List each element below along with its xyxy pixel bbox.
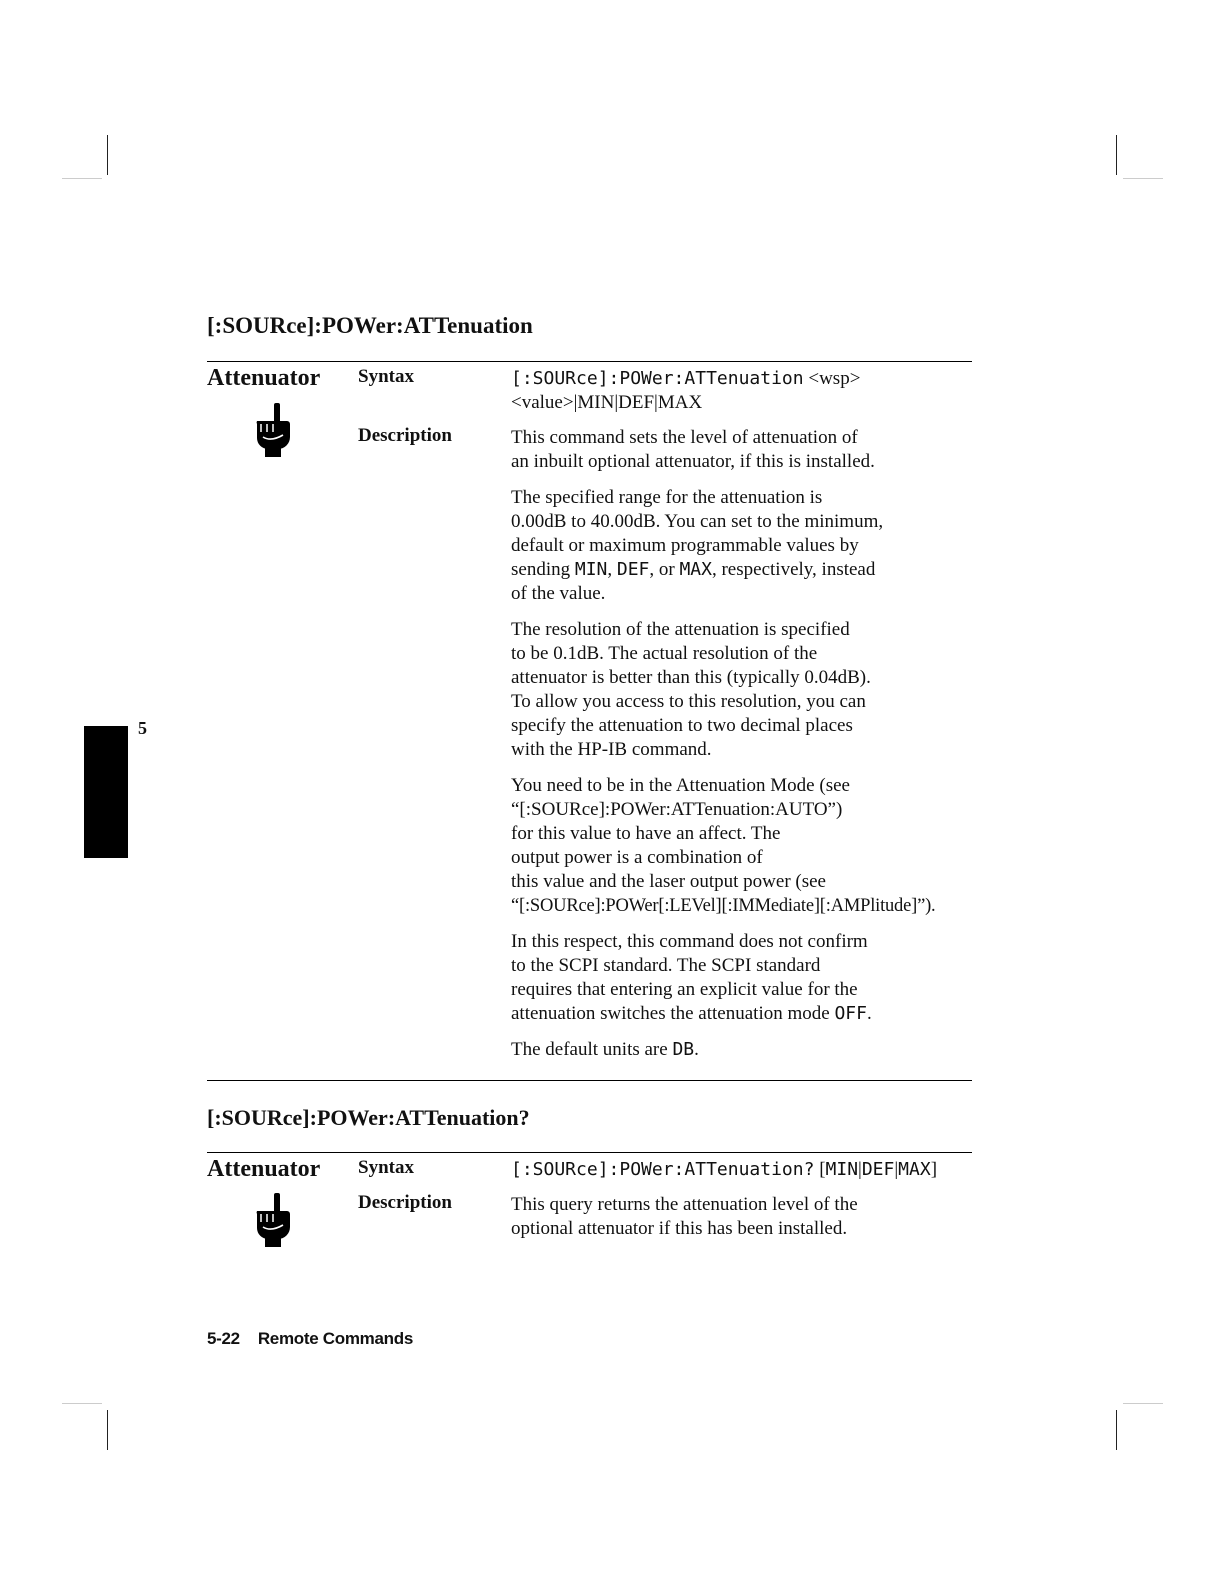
- text-line: of the value.: [511, 583, 606, 604]
- section-title: [:SOURce]:POWer:ATTenuation: [207, 313, 533, 338]
- code-max: MAX: [898, 1159, 931, 1180]
- code-db: DB: [672, 1039, 695, 1060]
- text-run: sending: [511, 559, 575, 580]
- description-body: [511, 1193, 981, 1253]
- pointing-hand-icon: [253, 1193, 293, 1252]
- section-bottom-rule: [207, 1080, 972, 1081]
- text-line: with the HP-IB command.: [511, 739, 712, 760]
- text-line: “[:SOURce]:POWer[:LEVel][:IMMediate][:AMPlitude]”).: [511, 896, 936, 916]
- code-off: OFF: [834, 1003, 867, 1024]
- description-label: Description: [358, 1192, 452, 1213]
- syntax-label: Syntax: [358, 1157, 414, 1178]
- description-paragraph: [511, 1038, 981, 1062]
- text-line: You need to be in the Attenuation Mode (see: [511, 775, 850, 796]
- text-line: The resolution of the attenuation is specified: [511, 619, 850, 640]
- text-run: .: [866, 1003, 872, 1024]
- text-line: This command sets the level of attenuation of: [511, 427, 858, 448]
- text-line: [511, 1002, 981, 1026]
- text-line: specify the attenuation to two decimal places: [511, 715, 853, 736]
- text-run: .: [694, 1039, 699, 1060]
- code-min: MIN: [825, 1159, 859, 1180]
- syntax-tail: <wsp>: [803, 368, 861, 389]
- text-line: requires that entering an explicit value for the: [511, 979, 858, 1000]
- text-run: , respectively, instead: [711, 559, 876, 580]
- syntax-block: [511, 367, 981, 415]
- description-paragraph: [511, 618, 981, 762]
- text-line: [511, 1038, 981, 1062]
- description-paragraph: [511, 930, 981, 1026]
- page-footer: [207, 1329, 413, 1349]
- section-title: [:SOURce]:POWer:ATTenuation?: [207, 1105, 530, 1130]
- text-line: this value and the laser output power (see: [511, 871, 826, 892]
- text-line: 0.00dB to 40.00dB. You can set to the minimum,: [511, 511, 884, 532]
- text-run: |: [894, 1159, 899, 1180]
- chapter-tab-number: 5: [138, 718, 147, 738]
- section-top-rule: [207, 1152, 972, 1153]
- chapter-title: Remote Commands: [257, 1329, 413, 1348]
- category-label: Attenuator: [207, 1156, 321, 1182]
- code-def: DEF: [861, 1159, 895, 1180]
- text-run: ,: [607, 559, 617, 580]
- text-run: attenuation switches the attenuation mode: [511, 1003, 835, 1024]
- text-line: The specified range for the attenuation is: [511, 487, 823, 508]
- description-paragraph: [511, 774, 981, 918]
- text-run: , or: [649, 559, 680, 580]
- code-max: MAX: [679, 559, 712, 580]
- text-line: In this respect, this command does not confirm: [511, 931, 868, 952]
- text-line: attenuator is better than this (typically 0.04dB).: [511, 667, 871, 688]
- text-line: default or maximum programmable values by: [511, 535, 859, 556]
- text-run: [: [814, 1159, 826, 1180]
- description-body: [511, 426, 981, 1074]
- text-line: for this value to have an affect. The: [511, 823, 781, 844]
- syntax-command: [:SOURce]:POWer:ATTenuation: [511, 368, 804, 389]
- description-paragraph: [511, 1193, 981, 1241]
- text-line: [511, 558, 981, 582]
- text-run: ]: [930, 1159, 938, 1180]
- page-number: 5-22: [207, 1329, 240, 1348]
- syntax-command: [:SOURce]:POWer:ATTenuation?: [511, 1159, 815, 1180]
- text-line: This query returns the attenuation level of the: [511, 1194, 858, 1215]
- text-line: output power is a combination of: [511, 847, 763, 868]
- text-run: The default units are: [511, 1039, 673, 1060]
- syntax-label: Syntax: [358, 366, 414, 387]
- description-label: Description: [358, 425, 452, 446]
- code-min: MIN: [574, 559, 608, 580]
- text-line: optional attenuator if this has been installed.: [511, 1218, 848, 1239]
- description-paragraph: [511, 426, 981, 474]
- category-label: Attenuator: [207, 365, 321, 391]
- syntax-block: [511, 1158, 981, 1182]
- syntax-params: <value>|MIN|DEF|MAX: [511, 392, 703, 413]
- code-def: DEF: [616, 559, 650, 580]
- text-line: to the SCPI standard. The SCPI standard: [511, 955, 821, 976]
- text-line: To allow you access to this resolution, you can: [511, 691, 866, 712]
- text-line: to be 0.1dB. The actual resolution of the: [511, 643, 818, 664]
- text-line: an inbuilt optional attenuator, if this is installed.: [511, 451, 875, 472]
- pointing-hand-icon: [253, 403, 293, 462]
- chapter-tab: [84, 726, 128, 858]
- description-paragraph: [511, 486, 981, 606]
- text-line: “[:SOURce]:POWer:ATTenuation:AUTO”): [511, 799, 843, 820]
- section-top-rule: [207, 361, 972, 362]
- text-run: |: [858, 1159, 862, 1180]
